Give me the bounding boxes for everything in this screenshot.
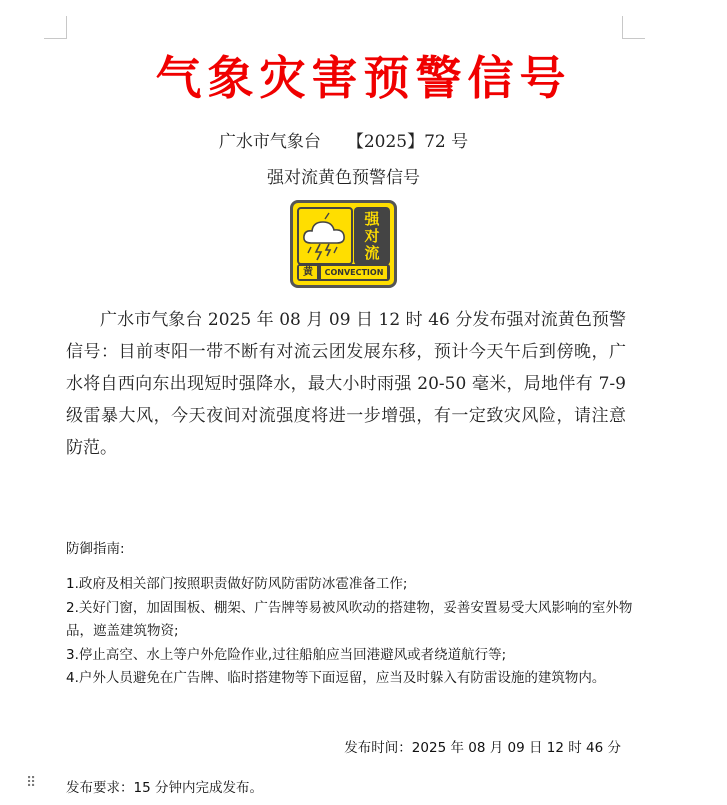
issuer: 广水市气象台 <box>218 132 321 152</box>
icon-char: 流 <box>364 243 380 262</box>
guide-item: 3.停止高空、水上等户外危险作业,过往船舶应当回港避风或者绕道航行等; <box>66 646 507 663</box>
document-number: 【2025】72 号 <box>346 132 469 152</box>
page-corner-top-right <box>622 16 645 39</box>
warning-level-label: 黄 <box>299 266 317 279</box>
guide-item: 1.政府及相关部门按照职责做好防风防雷防冰雹准备工作; <box>66 576 408 592</box>
defense-guide-heading: 防御指南: <box>66 541 125 557</box>
guide-item: 2.关好门窗，加固围板、棚架、广告牌等易被风吹动的搭建物，妥善安置易受大风影响的室外物品，遮盖建筑物资; <box>66 599 633 639</box>
convection-english-label: CONVECTION <box>321 266 387 279</box>
publish-requirement: 发布要求：15 分钟内完成发布。 <box>66 780 263 796</box>
warning-subtitle: 强对流黄色预警信号 <box>267 168 420 188</box>
warning-body: 广水市气象台 2025 年 08 月 09 日 12 时 46 分发布强对流黄色预警信号：目前枣阳一带不断有对流云团发展东移，预计今天午后到傍晚，广水将自西向东出现短时强降水，最大小时雨强 20-50 毫米，局地伴有 7-9 级雷暴大风，今天夜间对流强度将进一步增强，有一定致灾风险，请注意防范。 <box>66 310 626 458</box>
defense-guide-list <box>66 573 636 691</box>
page-corner-top-left <box>44 16 67 39</box>
issuer-line <box>0 127 687 152</box>
convection-label-box <box>354 207 390 265</box>
publish-time: 发布时间：2025 年 08 月 09 日 12 时 46 分 <box>344 740 621 756</box>
icon-char: 强 <box>364 209 380 228</box>
guide-item: 4.户外人员避免在广告牌、临时搭建物等下面逗留，应当及时躲入有防雷设施的建筑物内。 <box>66 670 606 686</box>
convection-yellow-warning-icon <box>290 200 397 288</box>
drag-handle-icon[interactable]: ⠿ <box>26 775 36 791</box>
thunderstorm-cloud-icon <box>297 207 353 265</box>
document-title: 气象灾害预警信号 <box>155 51 572 105</box>
icon-char: 对 <box>364 226 380 245</box>
